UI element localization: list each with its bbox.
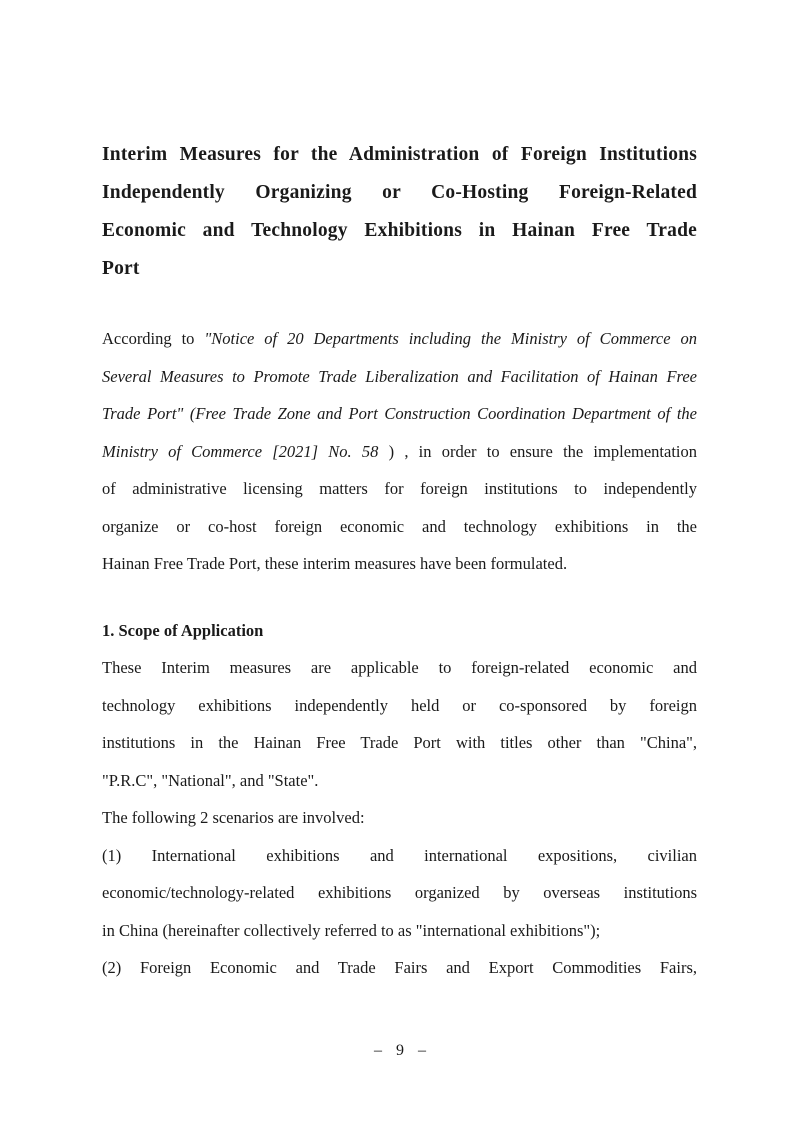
text-run: technology exhibitions independently held or co-sponsored by foreign bbox=[102, 695, 697, 715]
text-line bbox=[102, 724, 697, 762]
text-run: "Notice of 20 Departments including the Ministry of Commerce on bbox=[204, 329, 697, 348]
text-run: in China (hereinafter collectively referred to as "international exhibitions"); bbox=[102, 920, 601, 940]
page-number: – 9 – bbox=[374, 1042, 426, 1059]
text-line bbox=[102, 212, 697, 250]
page-content bbox=[102, 136, 697, 987]
text-run: organize or co-host foreign economic and technology exhibitions in the bbox=[102, 516, 697, 536]
scenarios-intro-line bbox=[102, 799, 697, 837]
text-line bbox=[102, 545, 697, 583]
text-run: Ministry of Commerce [2021] No. 58 bbox=[102, 441, 389, 461]
text-line bbox=[102, 912, 697, 950]
text-run: institutions in the Hainan Free Trade Port with titles other than "China", bbox=[102, 733, 697, 752]
text-run: economic/technology-related exhibitions organized by overseas institutions bbox=[102, 883, 697, 902]
text-run: These Interim measures are applicable to foreign-related economic and bbox=[102, 658, 697, 677]
text-line bbox=[102, 837, 697, 875]
text-line bbox=[102, 250, 697, 288]
section-1-heading bbox=[102, 612, 697, 650]
text-run: ) , in order to ensure the implementation bbox=[388, 441, 697, 461]
scope-paragraph bbox=[102, 649, 697, 799]
text-run: (1) International exhibitions and international expositions, civilian bbox=[102, 845, 697, 865]
text-line bbox=[102, 799, 697, 837]
text-line bbox=[102, 508, 697, 546]
text-line bbox=[102, 433, 697, 471]
text-run: 1. Scope of Application bbox=[102, 620, 264, 640]
text-run: Several Measures to Promote Trade Liberalization and Facilitation of Hainan Free bbox=[102, 366, 697, 386]
text-line bbox=[102, 874, 697, 912]
text-run: "P.R.C", "National", and "State". bbox=[102, 770, 319, 790]
text-run: Trade Port" (Free Trade Zone and Port Construction Coordination Department of the bbox=[102, 404, 697, 423]
scenario-2-item bbox=[102, 949, 697, 987]
text-line bbox=[102, 174, 697, 212]
text-line bbox=[102, 649, 697, 687]
text-line bbox=[102, 358, 697, 396]
text-line bbox=[102, 762, 697, 800]
text-line bbox=[102, 136, 697, 174]
text-run: According to bbox=[102, 329, 205, 348]
text-line bbox=[102, 320, 697, 358]
text-run: (2) Foreign Economic and Trade Fairs and Export Commodities Fairs, bbox=[102, 958, 697, 977]
intro-paragraph bbox=[102, 320, 697, 583]
text-run: Port bbox=[102, 258, 140, 279]
text-run: Economic and Technology Exhibitions in Hainan Free Trade bbox=[102, 220, 697, 241]
text-line bbox=[102, 395, 697, 433]
text-line bbox=[102, 470, 697, 508]
text-run: Hainan Free Trade Port, these interim measures have been formulated. bbox=[102, 554, 568, 573]
text-line bbox=[102, 612, 697, 650]
text-line bbox=[102, 687, 697, 725]
text-run: Interim Measures for the Administration of Foreign Institutions bbox=[102, 144, 697, 165]
text-run: The following 2 scenarios are involved: bbox=[102, 808, 365, 827]
text-run: of administrative licensing matters for foreign institutions to independently bbox=[102, 479, 697, 498]
document-title bbox=[102, 136, 697, 288]
text-run: Independently Organizing or Co-Hosting Foreign-Related bbox=[102, 182, 697, 203]
scenario-1-item bbox=[102, 837, 697, 950]
text-line bbox=[102, 949, 697, 987]
